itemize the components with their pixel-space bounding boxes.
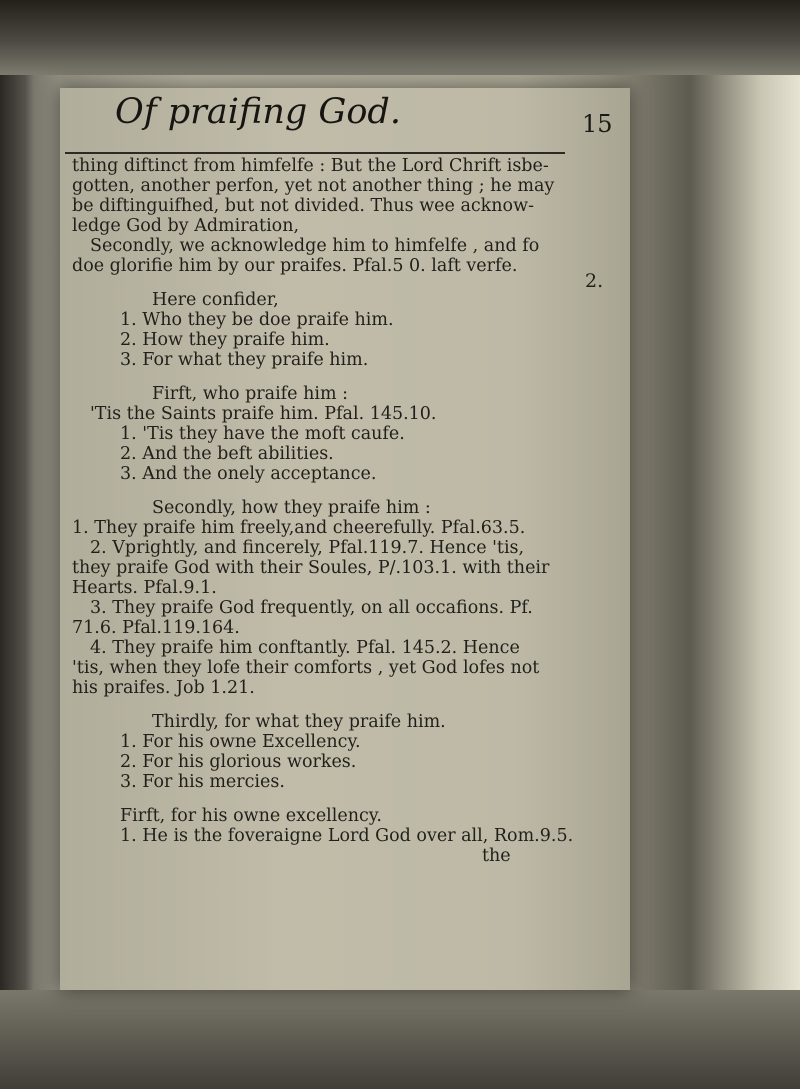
- text-line: be diftinguifhed, but not divided. Thus wee acknow-: [72, 196, 534, 216]
- text-line: 71.6. Pfal.119.164.: [72, 618, 240, 638]
- text-line: 3. They praife God frequently, on all occafions. Pf.: [90, 598, 533, 618]
- blank-line: [72, 484, 502, 498]
- text-line: Hearts. Pfal.9.1.: [72, 578, 217, 598]
- text-line: Here confider,: [152, 290, 279, 310]
- scan-bottom-edge: [0, 990, 800, 1089]
- text-line: Secondly, we acknowledge him to himfelfe , and fo: [90, 236, 540, 256]
- text-line: Secondly, how they praife him :: [152, 498, 431, 518]
- text-line: 2. How they praife him.: [120, 330, 330, 350]
- text-line: 1. For his owne Excellency.: [120, 732, 361, 752]
- text-line: 1. 'Tis they have the moft caufe.: [120, 424, 405, 444]
- text-line: 1. He is the foveraigne Lord God over all, Rom.9.5.: [120, 826, 574, 846]
- text-line: gotten, another perfon, yet not another thing ; he may: [72, 176, 555, 196]
- text-line: Firft, who praife him :: [152, 384, 349, 404]
- text-line: Firft, for his owne excellency.: [120, 806, 382, 826]
- page-header: [0, 0, 570, 132]
- text-line: 3. For what they praife him.: [120, 350, 369, 370]
- text-line: 1. They praife him freely,and cheerefully. Pfal.63.5.: [72, 518, 526, 538]
- text-line: ledge God by Admiration,: [72, 216, 300, 236]
- text-line: 2. And the beft abilities.: [120, 444, 334, 464]
- text-line: 3. And the onely acceptance.: [120, 464, 377, 484]
- blank-line: [72, 792, 502, 806]
- blank-line: [72, 370, 502, 384]
- text-line: 3. For his mercies.: [120, 772, 285, 792]
- text-line: 2. For his glorious workes.: [120, 752, 357, 772]
- text-line: 1. Who they be doe praife him.: [120, 310, 394, 330]
- page-body: [72, 156, 574, 866]
- running-title: Of praifing God.: [115, 92, 401, 132]
- text-line: 2. Vprightly, and fincerely, Pfal.119.7. Hence 'tis,: [90, 538, 525, 558]
- catchword: the: [482, 846, 511, 866]
- text-line: they praife God with their Soules, P/.103.1. with their: [72, 558, 550, 578]
- blank-line: [72, 276, 502, 290]
- text-line: 'tis, when they lofe their comforts , yet God lofes not: [72, 658, 540, 678]
- text-line: 'Tis the Saints praife him. Pfal. 145.10.: [90, 404, 437, 424]
- margin-note: 2.: [585, 270, 604, 292]
- text-line: thing diftinct from himfelfe : But the Lord Chrift isbe-: [72, 156, 549, 176]
- text-line: his praifes. Job 1.21.: [72, 678, 255, 698]
- text-line: Thirdly, for what they praife him.: [152, 712, 446, 732]
- text-line: doe glorifie him by our praifes. Pfal.5 0. laft verfe.: [72, 256, 518, 276]
- text-line: 4. They praife him conftantly. Pfal. 145.2. Hence: [90, 638, 520, 658]
- blank-line: [72, 698, 502, 712]
- header-rule: [65, 152, 565, 154]
